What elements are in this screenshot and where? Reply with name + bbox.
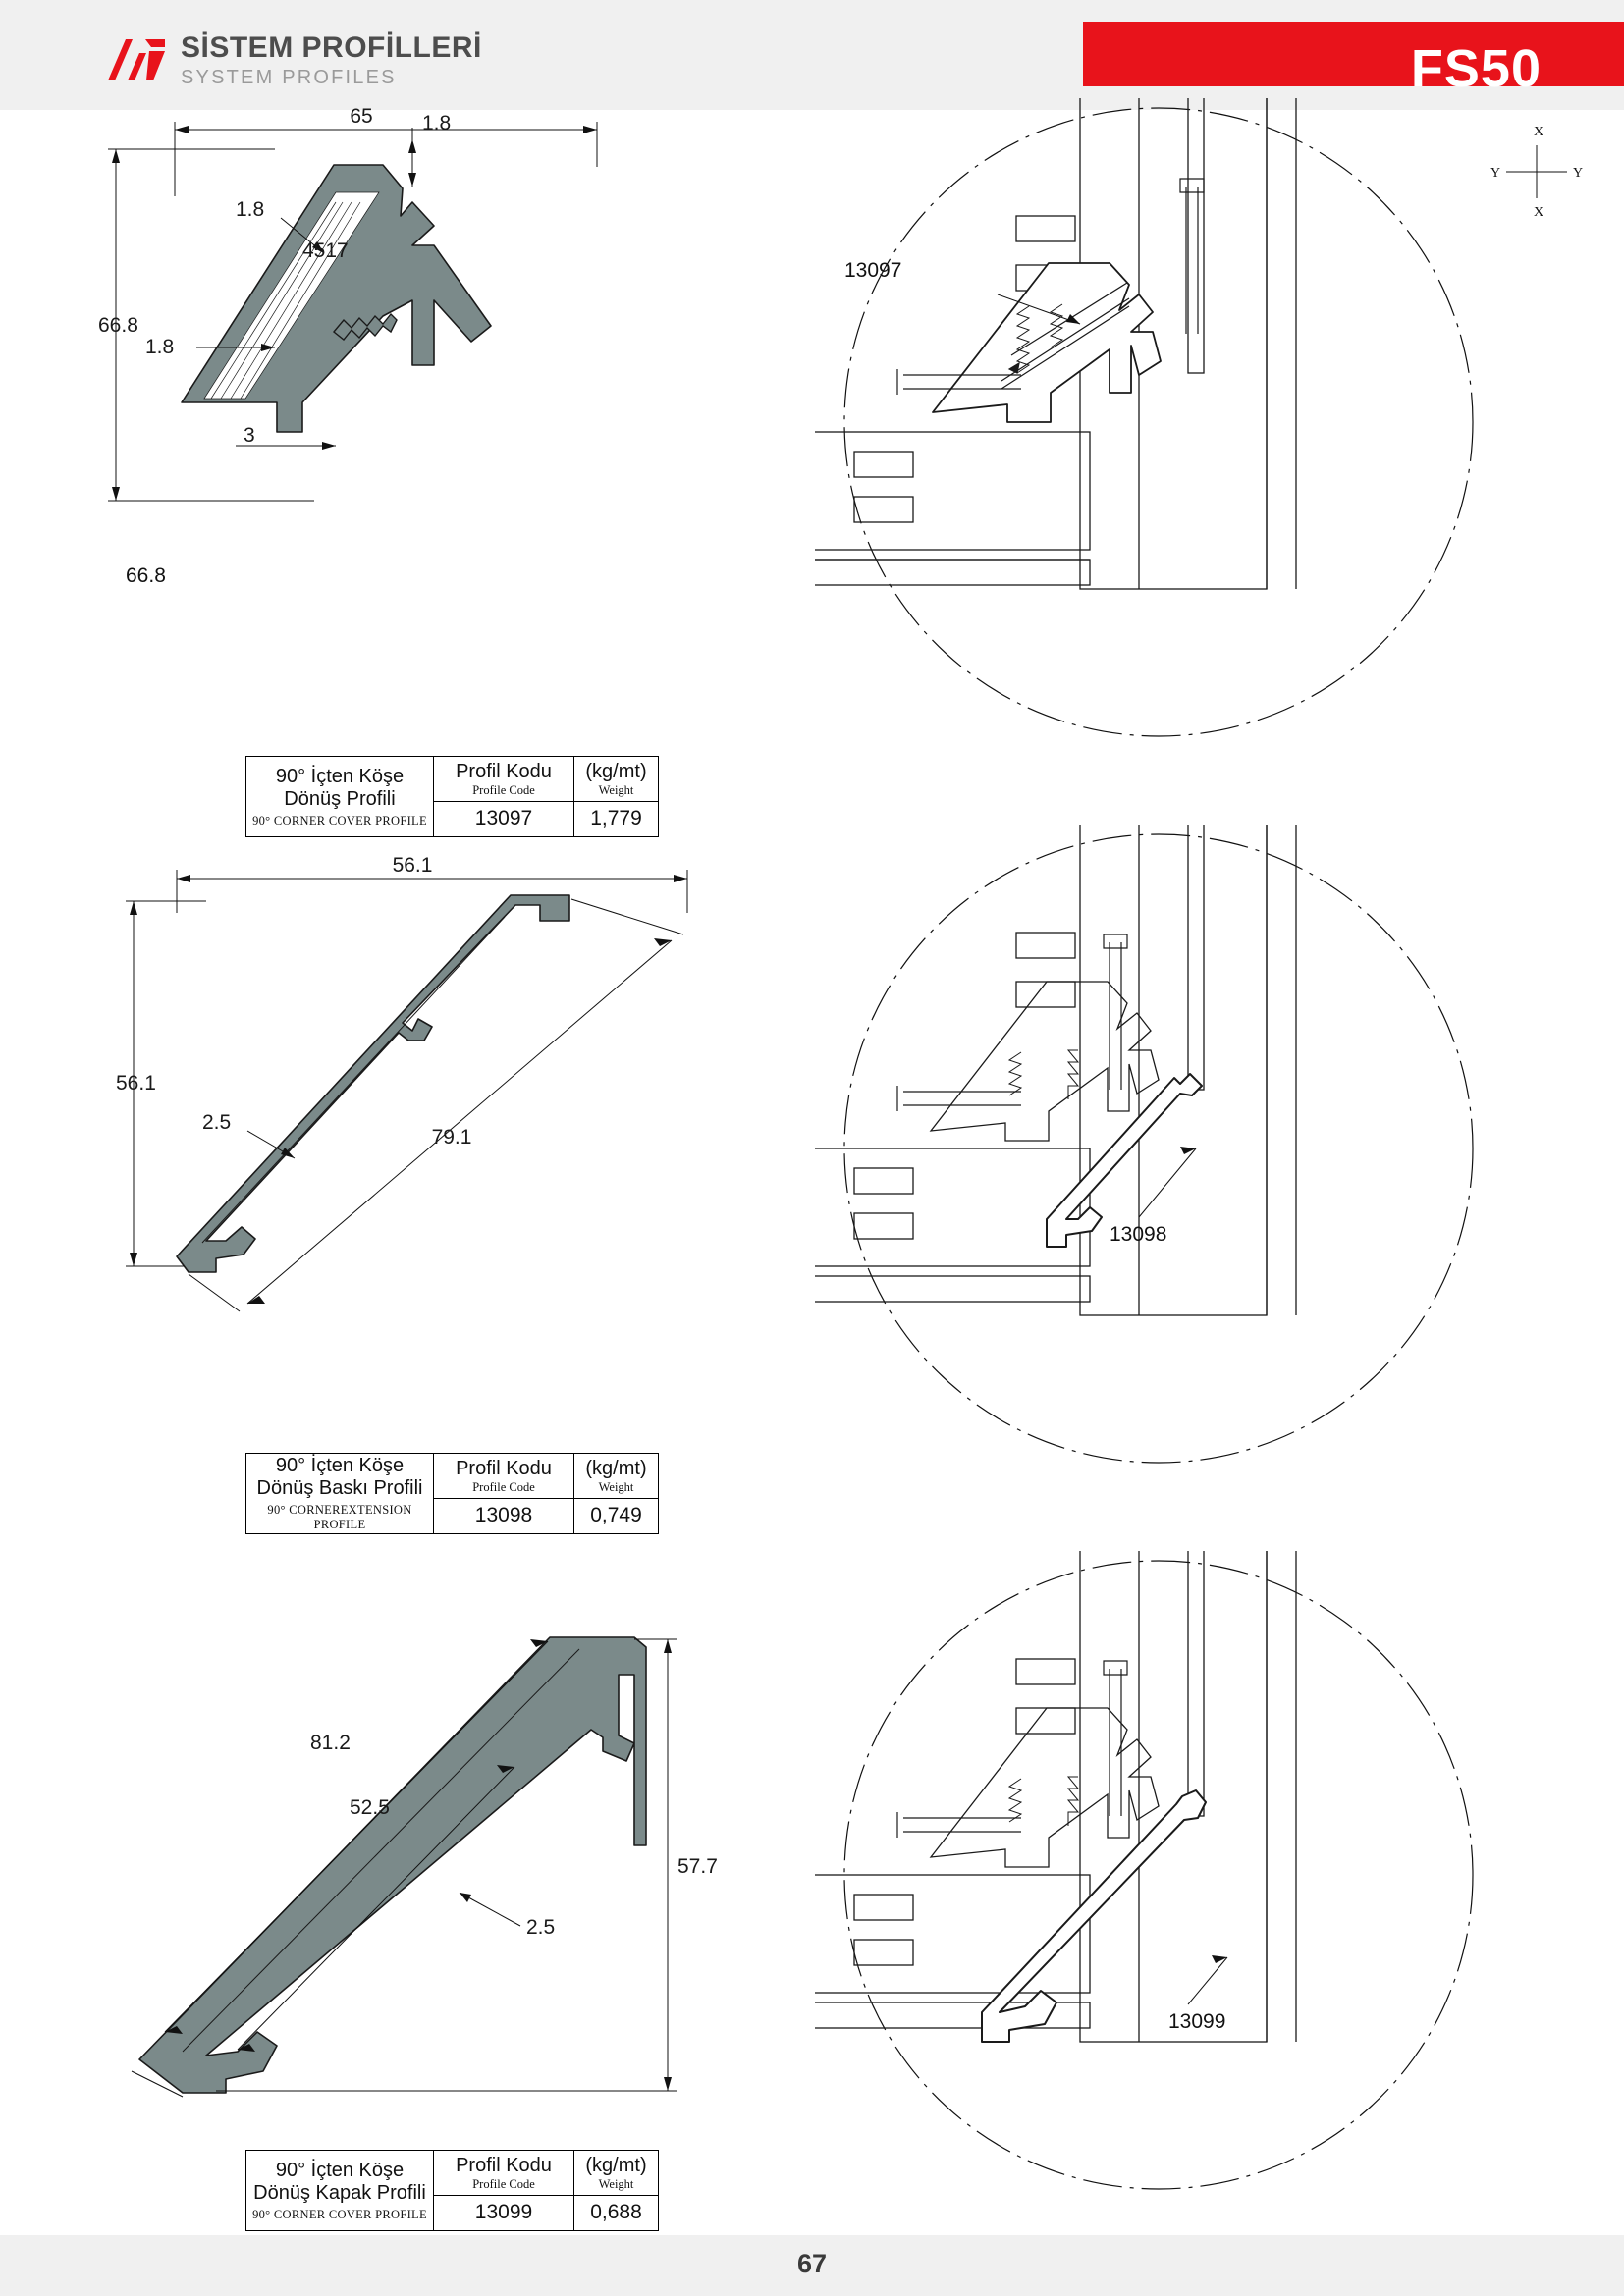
page-number: 67 [796, 2249, 828, 2278]
svg-text:1.8: 1.8 [145, 336, 175, 358]
code-header-en-13097: Profile Code [472, 783, 535, 797]
detail-code-label-13097: 13097 [844, 259, 902, 282]
svg-text:52.5: 52.5 [350, 1796, 390, 1819]
profile-drawing-13098 [108, 844, 756, 1453]
svg-text:66.8: 66.8 [98, 314, 138, 337]
svg-text:Y: Y [1573, 166, 1584, 181]
weight-header-13097 [574, 757, 659, 802]
code-value-cell-13099 [434, 2196, 574, 2231]
weight-header-tr-13098: (kg/mt) [585, 1458, 647, 1479]
detail-view-13099 [815, 1551, 1502, 2238]
svg-text:1.8: 1.8 [422, 112, 452, 134]
profile-drawing-13099 [88, 1541, 756, 2150]
profile-name-tr-13098: 90° İçten Köşe Dönüş Baskı Profili [256, 1455, 423, 1499]
weight-value-cell-13097 [574, 802, 659, 837]
svg-text:2.5: 2.5 [202, 1111, 232, 1134]
weight-header-13098 [574, 1454, 659, 1499]
dim-13097-height: 66.8 [126, 564, 166, 587]
code-header-13099 [434, 2151, 574, 2196]
weight-header-tr-13097: (kg/mt) [585, 761, 647, 782]
profile-name-tr-13099: 90° İçten Köşe Dönüş Kapak Profili [253, 2159, 426, 2204]
code-value-13098: 13098 [474, 1504, 533, 1526]
svg-text:56.1: 56.1 [392, 854, 433, 877]
weight-header-tr-13099: (kg/mt) [585, 2155, 647, 2176]
profile-drawing-13097 [88, 108, 736, 736]
detail-view-13098 [815, 825, 1502, 1512]
page-footer [0, 2235, 1624, 2296]
svg-text:81.2: 81.2 [310, 1732, 351, 1754]
spec-table-13099 [245, 2150, 659, 2231]
svg-text:X: X [1534, 205, 1544, 220]
code-header-tr-13099: Profil Kodu [456, 2155, 552, 2176]
svg-text:56.1: 56.1 [116, 1072, 156, 1095]
profile-name-en-13098: 90° CORNEREXTENSION PROFILE [267, 1503, 412, 1531]
detail-code-label-13098: 13098 [1110, 1223, 1167, 1246]
system-badge [1083, 22, 1624, 98]
code-value-cell-13097 [434, 802, 574, 837]
svg-text:4517: 4517 [302, 240, 349, 262]
weight-header-13099 [574, 2151, 659, 2196]
brand-subtitle: SYSTEM PROFILES [181, 67, 397, 88]
code-header-tr-13097: Profil Kodu [456, 761, 552, 782]
svg-text:79.1: 79.1 [431, 1126, 472, 1148]
weight-value-13099: 0,688 [590, 2201, 642, 2223]
weight-header-en-13098: Weight [598, 1480, 634, 1494]
code-value-cell-13098 [434, 1499, 574, 1534]
weight-header-en-13099: Weight [598, 2177, 634, 2191]
code-value-13099: 13099 [474, 2201, 533, 2223]
weight-header-en-13097: Weight [598, 783, 634, 797]
weight-value-cell-13098 [574, 1499, 659, 1534]
spec-table-13097 [245, 756, 659, 837]
detail-view-13097 [815, 98, 1502, 785]
weight-value-13098: 0,749 [590, 1504, 642, 1526]
profile-name-tr-13097: 90° İçten Köşe Dönüş Profili [275, 765, 405, 810]
system-badge-label: FS50 [1410, 39, 1542, 98]
detail-code-label-13099: 13099 [1168, 2010, 1226, 2033]
svg-text:1.8: 1.8 [236, 198, 265, 221]
svg-text:2.5: 2.5 [526, 1916, 556, 1939]
profile-name-en-13097: 90° CORNER COVER PROFILE [252, 813, 427, 828]
code-value-13097: 13097 [474, 807, 533, 829]
company-logo-icon [106, 37, 167, 82]
brand-logo [106, 33, 482, 87]
profile-name-cell-13099 [246, 2151, 434, 2231]
code-header-tr-13098: Profil Kodu [456, 1458, 552, 1479]
code-header-13098 [434, 1454, 574, 1499]
profile-name-cell-13098 [246, 1454, 434, 1534]
spec-table-13098 [245, 1453, 659, 1534]
svg-text:57.7: 57.7 [677, 1855, 718, 1878]
code-header-en-13098: Profile Code [472, 1480, 535, 1494]
profile-name-cell-13097 [246, 757, 434, 837]
svg-text:X: X [1534, 125, 1544, 139]
page-header [0, 0, 1624, 110]
code-header-en-13099: Profile Code [472, 2177, 535, 2191]
weight-value-13097: 1,779 [590, 807, 642, 829]
code-header-13097 [434, 757, 574, 802]
profile-name-en-13099: 90° CORNER COVER PROFILE [252, 2207, 427, 2221]
weight-value-cell-13099 [574, 2196, 659, 2231]
svg-text:65: 65 [350, 108, 373, 128]
brand-title: SİSTEM PROFİLLERİ [181, 31, 482, 64]
svg-text:3: 3 [244, 424, 255, 447]
svg-text:Y: Y [1490, 166, 1501, 181]
